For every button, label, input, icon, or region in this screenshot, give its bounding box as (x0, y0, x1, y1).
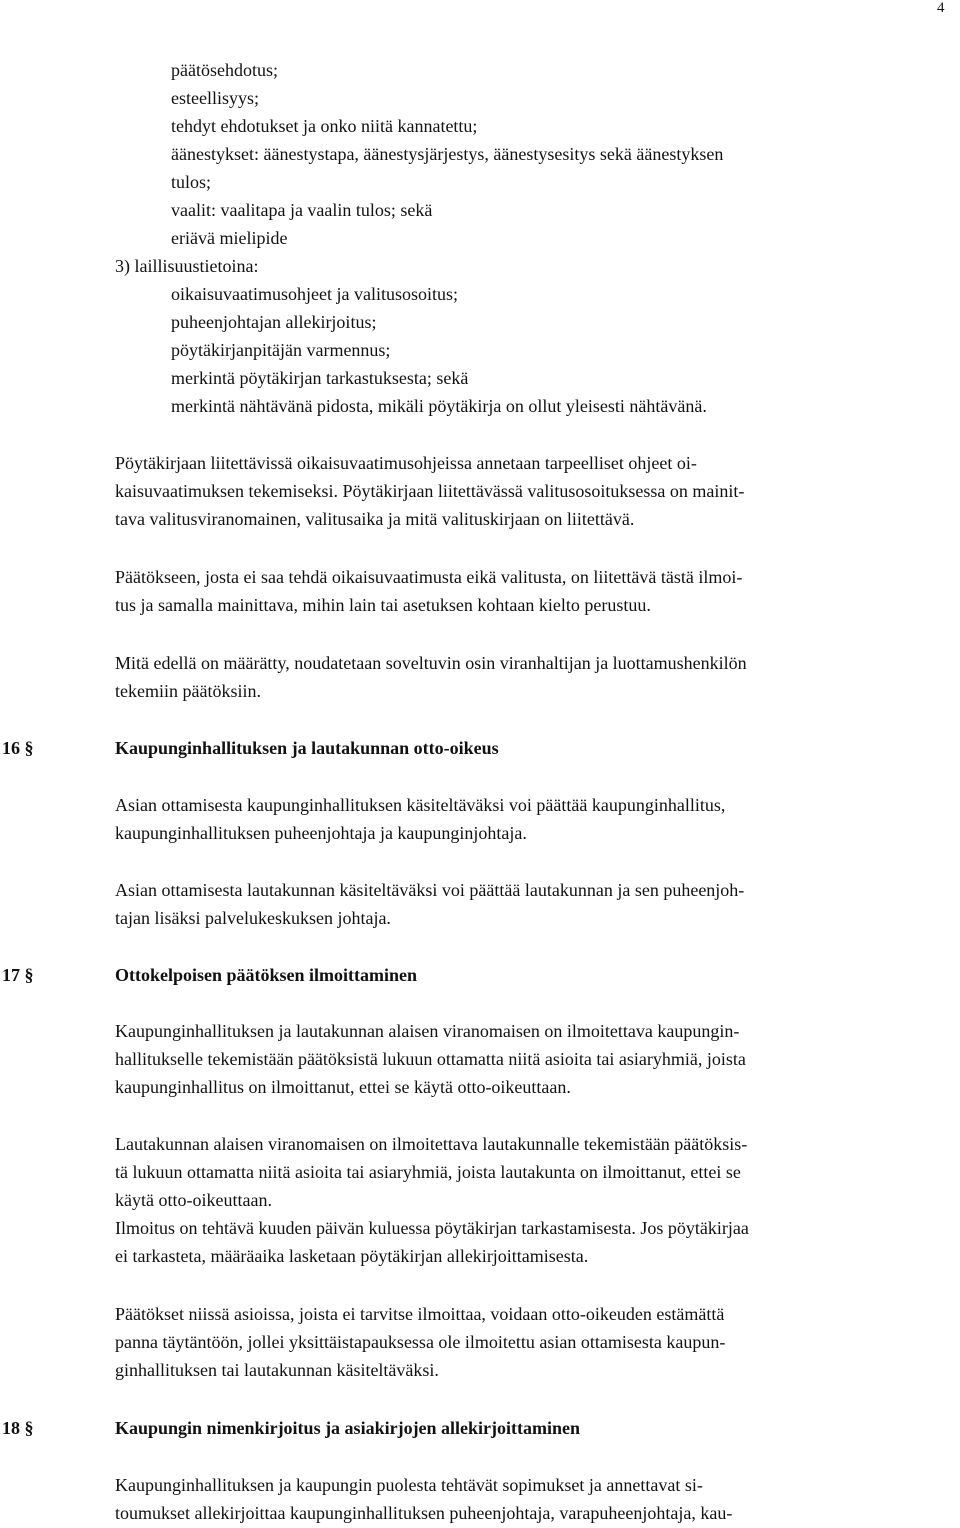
list-item: vaalit: vaalitapa ja vaalin tulos; sekä (171, 200, 433, 220)
paragraph-line: Päätökset niissä asioissa, joista ei tarvitse ilmoittaa, voidaan otto-oikeuden estämättä (115, 1304, 725, 1324)
list-item: äänestykset: äänestystapa, äänestysjärjestys, äänestysesitys sekä äänestyksen (171, 144, 724, 164)
list-item: merkintä nähtävänä pidosta, mikäli pöytäkirja on ollut yleisesti nähtävänä. (171, 396, 707, 416)
section-number: 18 § (2, 1418, 34, 1438)
paragraph-line: Kaupunginhallituksen ja kaupungin puolesta tehtävät sopimukset ja annettavat si- (115, 1475, 703, 1495)
list-item: eriävä mielipide (171, 228, 288, 248)
paragraph-line: Asian ottamisesta kaupunginhallituksen käsiteltäväksi voi päättää kaupunginhallitus, (115, 795, 726, 815)
paragraph-line: tekemiin päätöksiin. (115, 681, 261, 701)
section-title: Kaupungin nimenkirjoitus ja asiakirjojen allekirjoittaminen (115, 1418, 581, 1438)
section-title: Ottokelpoisen päätöksen ilmoittaminen (115, 965, 418, 985)
list-item: pöytäkirjanpitäjän varmennus; (171, 340, 391, 360)
page-number: 4 (937, 0, 945, 16)
paragraph-line: Kaupunginhallituksen ja lautakunnan alaisen viranomaisen on ilmoitettava kaupungin- (115, 1021, 740, 1041)
paragraph-line: Päätökseen, josta ei saa tehdä oikaisuvaatimusta eikä valitusta, on liitettävä tästä ilmoi- (115, 567, 743, 587)
paragraph-line: kaupunginhallitus on ilmoittanut, ettei se käytä otto-oikeuttaan. (115, 1077, 571, 1097)
paragraph-line: tajan lisäksi palvelukeskuksen johtaja. (115, 908, 391, 928)
list-item: oikaisuvaatimusohjeet ja valitusosoitus; (171, 284, 458, 304)
paragraph-line: toumukset allekirjoittaa kaupunginhallituksen puheenjohtaja, varapuheenjohtaja, kau- (115, 1503, 733, 1523)
list-item: puheenjohtajan allekirjoitus; (171, 312, 377, 332)
list-item: merkintä pöytäkirjan tarkastuksesta; sekä (171, 368, 469, 388)
paragraph-line: hallitukselle tekemistään päätöksistä lukuun ottamatta niitä asioita tai asiaryhmiä, joista (115, 1049, 746, 1069)
paragraph-line: käytä otto-oikeuttaan. (115, 1190, 272, 1210)
section-title: Kaupunginhallituksen ja lautakunnan otto-oikeus (115, 738, 499, 758)
legality-info-heading: 3) laillisuustietoina: (115, 256, 259, 276)
paragraph-line: kaupunginhallituksen puheenjohtaja ja kaupunginjohtaja. (115, 823, 527, 843)
paragraph-line: Mitä edellä on määrätty, noudatetaan soveltuvin osin viranhaltijan ja luottamushenkilön (115, 653, 747, 673)
list-item: päätösehdotus; (171, 60, 278, 80)
paragraph-line: Lautakunnan alaisen viranomaisen on ilmoitettava lautakunnalle tekemistään päätöksis- (115, 1134, 748, 1154)
paragraph-line: tava valitusviranomainen, valitusaika ja mitä valituskirjaan on liitettävä. (115, 509, 635, 529)
list-item: tehdyt ehdotukset ja onko niitä kannatettu; (171, 116, 478, 136)
section-number: 17 § (2, 965, 34, 985)
list-item: tulos; (171, 172, 212, 192)
paragraph-line: tä lukuun ottamatta niitä asioita tai asiaryhmiä, joista lautakunta on ilmoittanut, ettei se (115, 1162, 741, 1182)
paragraph-line: Ilmoitus on tehtävä kuuden päivän kuluessa pöytäkirjan tarkastamisesta. Jos pöytäkirjaa (115, 1218, 749, 1238)
paragraph-line: kaisuvaatimuksen tekemiseksi. Pöytäkirjaan liitettävässä valitusosoituksessa on mainit- (115, 481, 745, 501)
paragraph-line: ginhallituksen tai lautakunnan käsiteltäväksi. (115, 1360, 439, 1380)
paragraph-line: tus ja samalla mainittava, mihin lain tai asetuksen kohtaan kielto perustuu. (115, 595, 651, 615)
list-item: esteellisyys; (171, 88, 259, 108)
paragraph-line: ei tarkasteta, määräaika lasketaan pöytäkirjan allekirjoittamisesta. (115, 1246, 589, 1266)
paragraph-line: Asian ottamisesta lautakunnan käsiteltäväksi voi päättää lautakunnan ja sen puheenjoh- (115, 880, 745, 900)
paragraph-line: panna täytäntöön, jollei yksittäistapauksessa ole ilmoitettu asian ottamisesta kaupun- (115, 1332, 726, 1352)
section-number: 16 § (2, 738, 34, 758)
paragraph-line: Pöytäkirjaan liitettävissä oikaisuvaatimusohjeissa annetaan tarpeelliset ohjeet oi- (115, 453, 697, 473)
